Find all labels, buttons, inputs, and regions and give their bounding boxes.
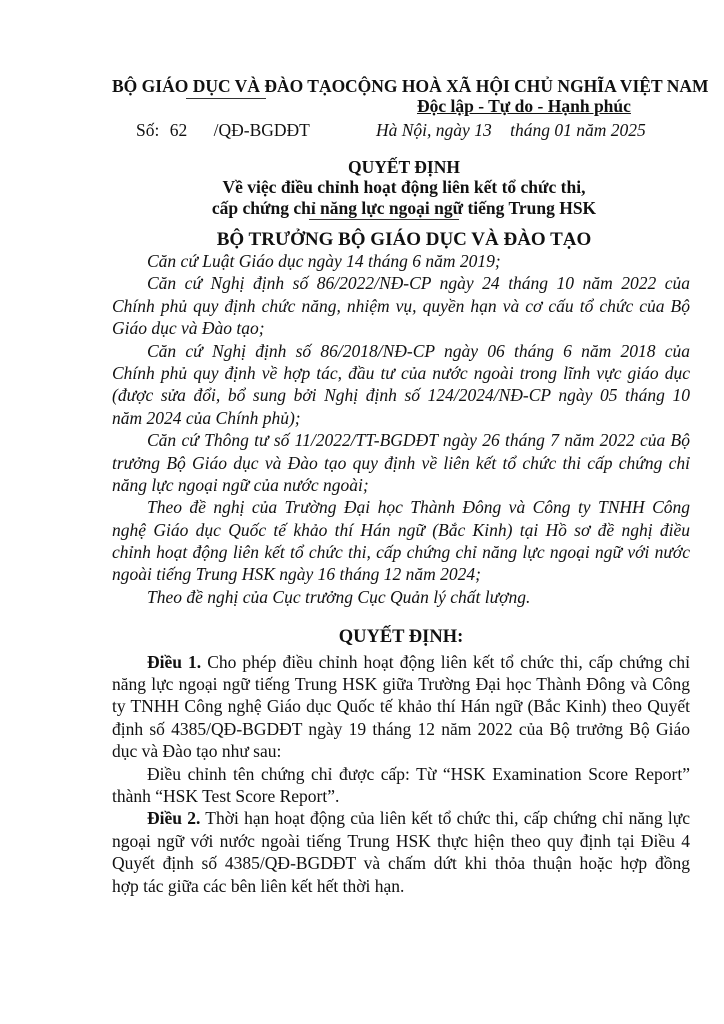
subject-line-2: cấp chứng chỉ năng lực ngoại ngữ tiếng Trung HSK	[211, 198, 597, 218]
text-line: Căn cứ Nghị định số 86/2018/NĐ-CP ngày 06 tháng 6 năm 2018 của	[147, 340, 690, 361]
article	[112, 807, 690, 897]
text-line: Giáo dục và Đào tạo;	[112, 318, 265, 339]
text-line: dục và Đào tạo như sau:	[112, 741, 282, 762]
text-line: ngoại ngữ với nước ngoài tiếng Trung HSK thực hiện theo quy định tại Điều 4	[112, 830, 690, 851]
article-text: Cho phép điều chỉnh hoạt động liên kết tổ chức thi, cấp chứng chỉ	[201, 651, 690, 672]
ministry-underline	[186, 98, 266, 99]
text-line: Quyết định số 4385/QĐ-BGDĐT và chấm dứt khi thỏa thuận hoặc hợp đồng	[112, 853, 690, 874]
article	[112, 651, 690, 763]
subject-underline	[309, 219, 459, 220]
text-line: hợp tác giữa các bên liên kết hết thời hạn.	[112, 875, 405, 896]
document-number	[136, 120, 310, 141]
place-date	[376, 120, 646, 141]
paragraph	[112, 340, 690, 430]
paragraph	[112, 429, 690, 496]
text-line: trưởng Bộ Giáo dục và Đào tạo quy định về liên kết tổ chức thi cấp chứng chỉ	[112, 452, 690, 473]
place-date-day: Hà Nội, ngày 13	[376, 120, 492, 140]
motto: Độc lập - Tự do - Hạnh phúc	[417, 96, 631, 116]
ministry-name: BỘ GIÁO DỤC VÀ ĐÀO TẠO	[112, 76, 346, 96]
text-line: Căn cứ Nghị định số 86/2022/NĐ-CP ngày 24 tháng 10 năm 2022 của	[147, 273, 690, 294]
paragraph	[112, 586, 690, 608]
text-line: thành “HSK Test Score Report”.	[112, 785, 340, 806]
document-body	[112, 250, 690, 897]
text-line: Chính phủ quy định chức năng, nhiệm vụ, quyền hạn và cơ cấu tổ chức của Bộ	[112, 295, 690, 316]
place-date-month-year: tháng 01 năm 2025	[510, 120, 646, 140]
text-line	[112, 807, 690, 829]
text-line: Căn cứ Luật Giáo dục ngày 14 tháng 6 năm 2019;	[147, 251, 501, 271]
text-line: ty TNHH Công nghệ Giáo dục Quốc tế khảo thí Hán ngữ (Bắc Kinh) theo Quyết	[112, 696, 690, 717]
text-line: Theo đề nghị của Trường Đại học Thành Đông và Công ty TNHH Công	[147, 497, 690, 518]
paragraph	[112, 250, 690, 272]
text-line: chỉnh hoạt động liên kết tổ chức thi, cấp chứng chỉ năng lực ngoại ngữ với nước	[112, 542, 690, 563]
document-title: QUYẾT ĐỊNH	[348, 157, 460, 177]
text-line: năng lực ngoại ngữ của nước ngoài;	[112, 474, 369, 495]
article-label: Điều 2.	[147, 808, 201, 829]
number-suffix: /QĐ-BGDĐT	[213, 120, 310, 140]
text-line: năng lực ngoại ngữ tiếng Trung HSK giữa Trường Đại học Thành Đông và Công	[112, 674, 690, 695]
text-line: nghệ Giáo dục Quốc tế khảo thí Hán ngữ (Bắc Kinh) tại Hồ sơ đề nghị điều	[112, 519, 690, 540]
authority: BỘ TRƯỞNG BỘ GIÁO DỤC VÀ ĐÀO TẠO	[216, 229, 592, 250]
text-line: định số 4385/QĐ-BGDĐT ngày 19 tháng 12 năm 2022 của Bộ trưởng Bộ Giáo	[112, 718, 690, 739]
article-label: Điều 1.	[147, 651, 202, 672]
number-label: Số:	[136, 120, 160, 140]
text-line: (được sửa đổi, bổ sung bởi Nghị định số 124/2024/NĐ-CP ngày 05 tháng 10	[112, 385, 690, 406]
paragraph	[112, 496, 690, 586]
text-line: Chính phủ quy định về hợp tác, đầu tư của nước ngoài trong lĩnh vực giáo dục	[112, 362, 690, 383]
text-line: Theo đề nghị của Cục trưởng Cục Quản lý chất lượng.	[147, 586, 531, 607]
decision-heading: QUYẾT ĐỊNH:	[338, 627, 464, 648]
text-line: ngoài tiếng Trung HSK ngày 16 tháng 12 năm 2024;	[112, 564, 481, 585]
paragraph	[112, 272, 690, 339]
article-text: Thời hạn hoạt động của liên kết tổ chức thi, cấp chứng chỉ năng lực	[200, 808, 691, 829]
number-value: 62	[169, 120, 188, 140]
text-line	[112, 651, 690, 673]
text-line: năm 2024 của Chính phủ);	[112, 407, 301, 428]
text-line: Căn cứ Thông tư số 11/2022/TT-BGDĐT ngày 26 tháng 7 năm 2022 của Bộ	[147, 430, 690, 451]
text-line: Điều chỉnh tên chứng chỉ được cấp: Từ “HSK Examination Score Report”	[147, 763, 690, 784]
paragraph	[112, 763, 690, 808]
subject-line-1: Về việc điều chỉnh hoạt động liên kết tổ chức thi,	[222, 177, 586, 197]
country-name: CỘNG HOÀ XÃ HỘI CHỦ NGHĨA VIỆT NAM	[345, 76, 709, 96]
